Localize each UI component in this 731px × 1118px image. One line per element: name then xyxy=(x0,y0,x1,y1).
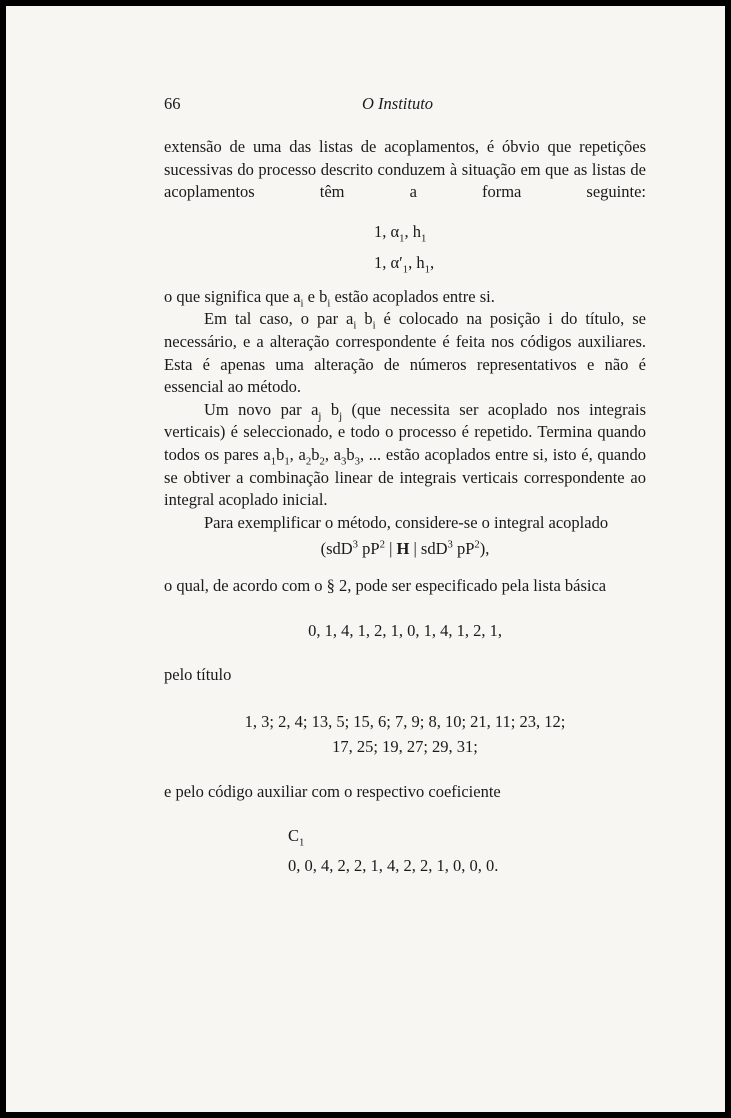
formula-line: 1, $\alpha'_1$, $h_1$, xyxy=(374,252,435,276)
formula-title: 1, 3; 2, 4; 13, 5; 15, 6; 7, 9; 8, 10; 21, 11; 23, 12; 17, 25; 19, 27; 29, 31; xyxy=(244,711,566,756)
formula-basic-list: 0, 1, 4, 1, 2, 1, 0, 1, 4, 1, 2, 1, xyxy=(308,620,502,640)
paragraph: e pelo código auxiliar com o respectivo coeficiente xyxy=(164,781,501,801)
paragraph: pelo título xyxy=(164,665,232,685)
running-title: O Instituto xyxy=(362,94,434,113)
paragraph: Para exemplificar o método, considere-se o integral acoplado xyxy=(204,512,609,532)
page-header xyxy=(164,94,646,116)
formula-auxiliary-code xyxy=(288,821,646,881)
page-number: 66 xyxy=(164,94,181,113)
paragraph: extensão de uma das listas de acoplamentos, é óbvio que repetições sucessivas do processo descrito conduzem à situação em que as listas de acoplamentos têm a forma seguinte: xyxy=(164,137,646,202)
code-label: $C_1$ xyxy=(288,826,305,849)
page xyxy=(6,6,725,1112)
code-values: 0, 0, 4, 2, 2, 1, 4, 2, 2, 1, 0, 0, 0. xyxy=(288,856,499,876)
formula-couplings xyxy=(374,216,646,278)
body-text xyxy=(164,136,646,881)
paragraph: o que significa que $a_i$ e $b_i$ estão acoplados entre si. xyxy=(164,286,495,310)
paragraph: Em tal caso, o par $a_i$ $b_i$ é colocado na posição i do título, se necessário, e a alteração correspondente é feita nos códigos auxiliares. Esta é apenas uma alteração de números representativos e não é essencial ao método. xyxy=(164,309,646,397)
formula-coupled-integral: (sdD$^3$ $pP^2$ | H | sdD$^3$ $pP^2$), xyxy=(320,538,490,559)
paragraph: Um novo par $a_j$ $b_j$ (que necessita ser acoplado nos integrais verticais) é seleccionado, e todo o processo é repetido. Termina quando todos os pares $a_1b_1$, $a_2b_2$, $a_3b_3$, ... estão acoplados entre si, isto é, quando se obtiver a combinação linear de integrais verticais correspondente ao integral acoplado inicial. xyxy=(164,399,646,510)
formula-line: 1, $\alpha_1$, $h_1$ xyxy=(374,221,427,245)
paragraph: o qual, de acordo com o § 2, pode ser especificado pela lista básica xyxy=(164,575,607,595)
